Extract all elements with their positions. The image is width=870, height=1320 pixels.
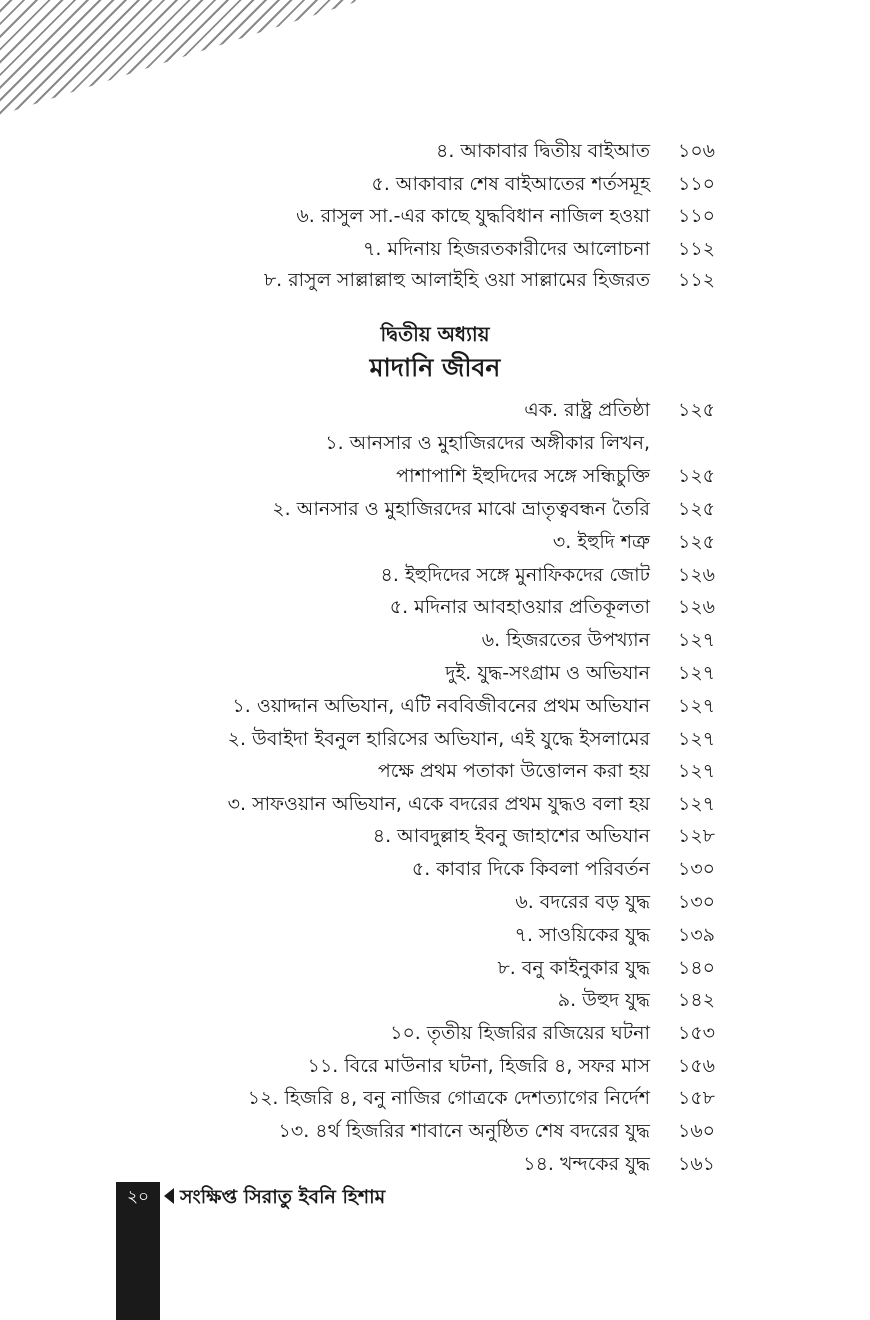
toc-entry-page: ১৬১ [678,1153,716,1175]
toc-entry [0,200,870,232]
toc-entry [0,755,870,787]
toc-entry-page: ১৫৬ [678,1055,716,1077]
toc-entry [0,264,870,296]
toc-entry-title: এক. রাষ্ট্র প্রতিষ্ঠা [524,399,650,421]
toc-entry [0,984,870,1016]
toc-entry-page: ১১২ [678,238,716,260]
toc-entry-title: ১৪. খন্দকের যুদ্ধ [523,1153,650,1175]
toc-entry-title: ৯. উহুদ যুদ্ধ [557,989,650,1011]
toc-entry-page: ১২৭ [678,760,716,782]
toc-entry [0,526,870,558]
toc-entry [0,690,870,722]
toc-entry [0,886,870,918]
toc-entry-page: ১২৫ [678,498,716,520]
toc-entry-page: ১২৫ [678,465,716,487]
toc-entry [0,591,870,623]
toc-entry [0,493,870,525]
toc-entry-page: ১৩০ [678,891,716,913]
toc-entry-page: ১২৭ [678,728,716,750]
toc-entry-title: ১. ওয়াদ্দান অভিযান, এটি নববিজীবনের প্রথম অভিযান [232,695,650,717]
toc-entry-page: ১২৭ [678,662,716,684]
toc-entry-title: ৮. রাসুল সাল্লাল্লাহু আলাইহি ওয়া সাল্লামের হিজরত [263,269,650,291]
toc-entry [0,1017,870,1049]
toc-entry [0,394,870,426]
toc-entry-title: ২. উবাইদা ইবনুল হারিসের অভিযান, এই যুদ্ধে ইসলামের [227,728,650,750]
toc-entry [0,820,870,852]
toc-entry [0,1050,870,1082]
chapter-subtitle: দ্বিতীয় অধ্যায় [380,322,490,346]
toc-entry-page: ১২৭ [678,695,716,717]
toc-entry [0,952,870,984]
toc-entry-title: দুই. যুদ্ধ-সংগ্রাম ও অভিযান [445,662,650,684]
toc-entry-page: ১৩৯ [678,924,716,946]
chapter-title: মাদানি জীবন [369,353,501,382]
toc-entry-page: ১৩০ [678,858,716,880]
toc-entry [0,168,870,200]
toc-entry-title: ৬. বদরের বড় যুদ্ধ [515,891,650,913]
toc-entry-title: ৭. সাওয়িকের যুদ্ধ [514,924,650,946]
toc-entry [0,723,870,755]
toc-entry-page: ১৫৩ [678,1022,716,1044]
toc-entry-page: ১১২ [678,269,716,291]
toc-entry [0,427,870,459]
toc-entry-title: ১১. বিরে মাউনার ঘটনা, হিজরি ৪, সফর মাস [307,1055,650,1077]
toc-entry [0,559,870,591]
toc-entry-page: ১২৭ [678,793,716,815]
toc-entry-title: পক্ষে প্রথম পতাকা উত্তোলন করা হয় [377,760,650,782]
toc-entry-page: ১০৬ [678,140,716,162]
toc-entry-title: ১০. তৃতীয় হিজরির রজিয়ের ঘটনা [390,1022,650,1044]
toc-entry-title: ১. আনসার ও মুহাজিরদের অঙ্গীকার লিখন, [325,432,650,454]
toc-entry-page: ১১০ [678,173,716,195]
toc-entry [0,657,870,689]
toc-entry [0,1082,870,1114]
toc-entry-title: ২. আনসার ও মুহাজিরদের মাঝে ভ্রাতৃত্ববন্ধন তৈরি [272,498,650,520]
toc-entry-title: ৩. সাফওয়ান অভিযান, একে বদরের প্রথম যুদ্ধও বলা হয় [227,793,650,815]
toc-entry [0,1148,870,1180]
toc-entry-page: ১২৫ [678,531,716,553]
toc-entry-title: ৪. ইহুদিদের সঙ্গে মুনাফিকদের জোট [380,564,650,586]
toc-entry-title: ৫. কাবার দিকে কিবলা পরিবর্তন [411,858,650,880]
toc-entry [0,135,870,167]
toc-entry [0,460,870,492]
toc-entry-title: পাশাপাশি ইহুদিদের সঙ্গে সন্ধিচুক্তি [396,465,650,487]
toc-entry-title: ৪. আকাবার দ্বিতীয় বাইআত [436,140,650,162]
decorative-hatch-corner [0,0,362,115]
toc-entry [0,788,870,820]
toc-entry-page: ১৫৮ [678,1087,715,1109]
footer-book-title: সংক্ষিপ্ত সিরাতু ইবনি হিশাম [180,1186,386,1208]
toc-entry-page: ১৪০ [678,957,716,979]
toc-entry-title: ৮. বনু কাইনুকার যুদ্ধ [497,957,650,979]
toc-entry [0,233,870,265]
toc-entry [0,853,870,885]
toc-entry-title: ৬. রাসুল সা.-এর কাছে যুদ্ধবিধান নাজিল হওয়া [296,205,650,227]
toc-entry-page: ১২৭ [678,629,716,651]
footer-page-number: ২০ [126,1187,150,1207]
toc-entry-page: ১২৬ [678,596,716,618]
toc-entry [0,919,870,951]
toc-entry [0,624,870,656]
toc-entry-title: ৭. মদিনায় হিজরতকারীদের আলোচনা [363,238,650,260]
toc-entry-title: ৫. মদিনার আবহাওয়ার প্রতিকূলতা [389,596,650,618]
toc-entry-page: ১৪২ [678,989,716,1011]
toc-entry-page: ১১০ [678,205,716,227]
left-triangle-icon [164,1188,174,1204]
toc-entry-page: ১২৬ [678,564,716,586]
toc-entry-page: ১৬০ [678,1120,716,1142]
toc-entry-title: ১৩. ৪র্থ হিজরির শাবানে অনুষ্ঠিত শেষ বদরের যুদ্ধ [278,1120,650,1142]
toc-entry-title: ৫. আকাবার শেষ বাইআতের শর্তসমূহ [371,173,650,195]
toc-entry-title: ১২. হিজরি ৪, বনু নাজির গোত্রকে দেশত্যাগের নির্দেশ [247,1087,650,1109]
toc-entry-page: ১২৮ [678,825,716,847]
toc-entry-title: ৬. হিজরতের উপখ্যান [481,629,650,651]
toc-entry-title: ৪. আবদুল্লাহ ইবনু জাহাশের অভিযান [372,825,650,847]
toc-entry-page: ১২৫ [678,399,716,421]
toc-entry-title: ৩. ইহুদি শত্রু [552,531,650,553]
toc-entry [0,1115,870,1147]
